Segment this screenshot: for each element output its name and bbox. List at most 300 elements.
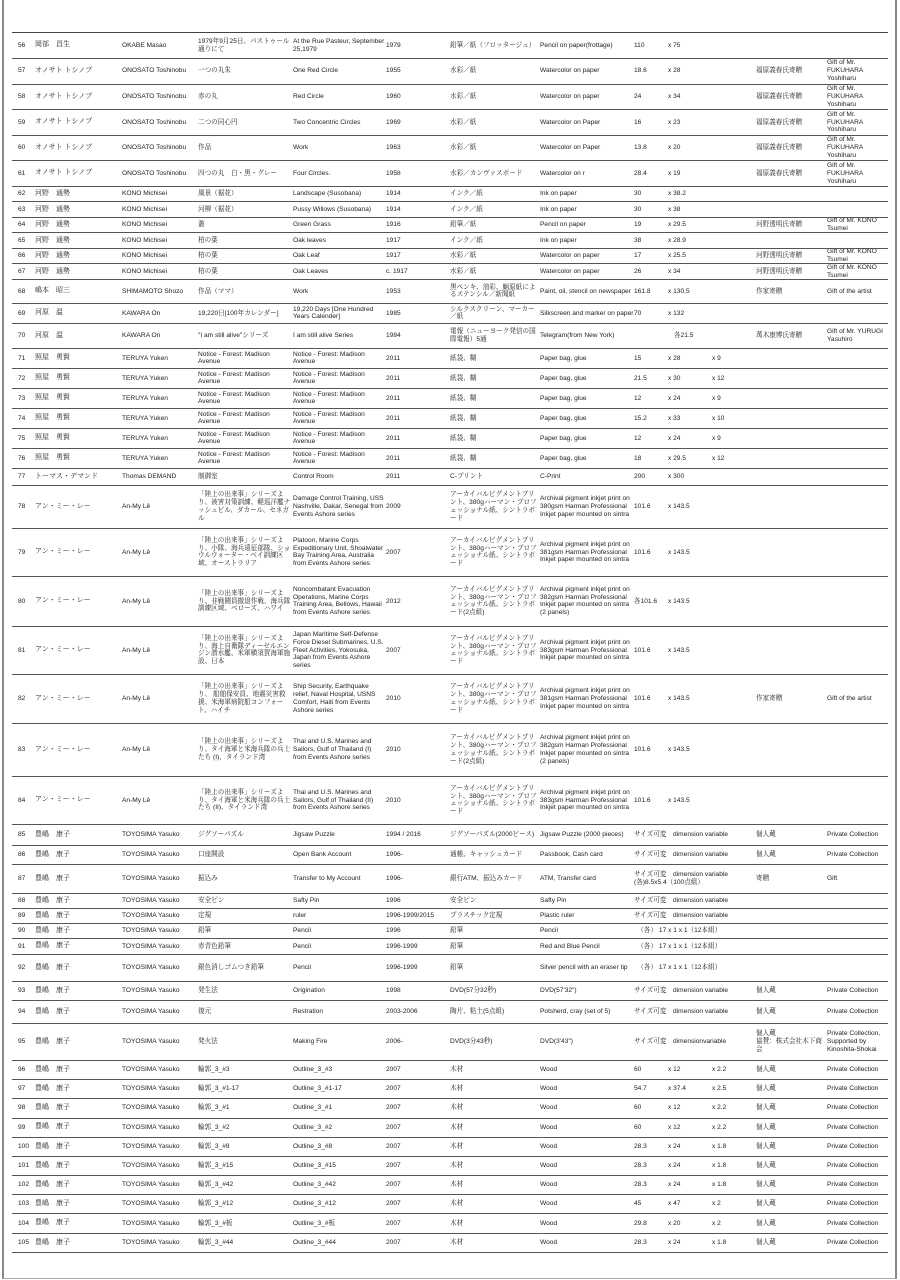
cell-title-ja: 19,220日[100年カレンダー] [198, 309, 279, 317]
cell-year: 2007 [386, 1238, 401, 1246]
cell-title-en: Restration [293, 1008, 324, 1016]
cell-d: x 12 [712, 449, 754, 468]
cell-title-ja: 赤青色鉛筆 [198, 942, 231, 950]
cell-d: x 2 [712, 1195, 754, 1213]
cell-name-ja: オノサト トシノブ [35, 67, 93, 75]
cell-d: x 1.8 [712, 1157, 754, 1175]
cell-credit-en: Private Collection [827, 1181, 879, 1189]
cell-w: x 34 [668, 85, 710, 110]
cell-credit-ja: 個人蔵 [756, 831, 776, 839]
cell-medium-ja: 水彩／紙 [450, 267, 477, 275]
cell-title-en: Notice - Forest: Madison Avenue [293, 390, 365, 406]
cell-h: 12 [634, 434, 642, 442]
cell-name-ja: 照屋 勇賢 [35, 434, 70, 442]
cell-name-en: TOYOSIMA Yasuko [122, 1008, 180, 1016]
table-row [12, 486, 888, 529]
cell-no: 61 [18, 169, 26, 177]
table-row [12, 187, 888, 203]
cell-year: 2011 [386, 434, 401, 442]
cell-title-en: Work [293, 287, 309, 295]
cell-name-en: KONO Michisei [122, 190, 168, 198]
cell-d: x 9 [712, 349, 754, 368]
cell-title-en: Notice - Forest: Madison Avenue [293, 450, 365, 466]
cell-medium-en: Wood [540, 1104, 558, 1112]
cell-dim: サイズ可変 dimension variable [634, 1008, 729, 1016]
cell-title-ja: 輪郭_3_#12 [198, 1200, 234, 1208]
cell-medium-en: Passbook, Cash card [540, 851, 603, 859]
cell-medium-en: Wood [540, 1142, 558, 1150]
cell-name-ja: 豊嶋 康子 [35, 942, 70, 950]
cell-year: 2007 [386, 1104, 401, 1112]
cell-title-ja: 河柳（裾花） [198, 205, 238, 213]
cell-d: x 2.2 [712, 1119, 754, 1137]
cell-no: 65 [18, 236, 26, 244]
cell-title-ja: 「陸上の出来事」シリーズより、被害対策訓練、軽巡洋艦ナッシュビル、ダカール、セネガル [198, 491, 291, 522]
cell-name-en: TOYOSIMA Yasuko [122, 1162, 180, 1170]
cell-title-ja: 「陸上の出来事」シリーズより、タイ海軍と米海兵隊の兵士たち (I)、タイランド湾 [198, 738, 291, 761]
cell-credit-en: Private Collection [827, 831, 879, 839]
cell-year: 1958 [386, 169, 401, 177]
cell-name-ja: 河野 通勢 [35, 236, 70, 244]
cell-title-ja: 「陸上の出来事」シリーズより、小隊、海兵遠征部隊、ショウルウォーター・ベイ訓練区域、オーストラリア [198, 536, 291, 568]
cell-w: x 75 [668, 33, 710, 58]
cell-name-en: An-My Lê [122, 646, 151, 654]
cell-name-en: KAWARA On [122, 309, 161, 317]
cell-no: 56 [18, 41, 26, 49]
cell-medium-en: Ink on paper [540, 236, 577, 244]
cell-credit-ja: 個人蔵 [756, 987, 776, 995]
cell-dim: サイズ可変 dimension variable [634, 897, 729, 905]
cell-no: 83 [18, 746, 26, 754]
table-row [12, 675, 888, 724]
table-row [12, 909, 888, 924]
cell-h: 54.7 [634, 1085, 647, 1093]
table-row [12, 1061, 888, 1080]
cell-d: x 2.2 [712, 1099, 754, 1117]
table-row [12, 955, 888, 982]
cell-dim: サイズ可変 dimensionvariable [634, 1038, 727, 1046]
cell-name-ja: 照屋 勇賢 [35, 454, 70, 462]
cell-title-en: Green Grass [293, 221, 331, 229]
cell-title-en: Noncombatant Evacuation Operations, Marine Corps Training Area, Bellows, Hawaii from Events Ashore series [293, 585, 382, 617]
cell-title-ja: 鉛筆 [198, 927, 212, 935]
cell-medium-ja: 木材 [450, 1104, 464, 1112]
cell-title-ja: 輪郭_3_#1 [198, 1104, 230, 1112]
cell-no: 97 [18, 1085, 26, 1093]
cell-credit-ja: 個人蔵 [756, 1238, 776, 1246]
cell-w: x 38.2 [668, 187, 710, 202]
cell-year: 1955 [386, 67, 401, 75]
cell-title-ja: 銀色消しゴムつき鉛筆 [198, 964, 264, 972]
cell-w: x 24 [668, 429, 710, 448]
cell-name-ja: 豊嶋 康子 [35, 1200, 70, 1208]
cell-medium-ja: 紙袋、糊 [450, 434, 477, 442]
table-row [12, 469, 888, 486]
cell-title-en: One Red Circle [293, 67, 339, 75]
cell-name-en: TOYOSIMA Yasuko [122, 912, 180, 920]
cell-name-en: An-My Lê [122, 548, 151, 556]
cell-no: 99 [18, 1123, 26, 1131]
cell-no: 95 [18, 1038, 26, 1046]
cell-title-ja: 輪郭_3_#8 [198, 1142, 230, 1150]
cell-h: 19 [634, 221, 642, 229]
cell-h: 70 [634, 309, 642, 317]
cell-h: 30 [634, 190, 642, 198]
cell-credit-en: Gift of Mr. FUKUHARA Yoshiharu [827, 161, 863, 185]
cell-h: 28.3 [634, 1238, 647, 1246]
cell-title-ja: 輪郭_3_#板 [198, 1219, 233, 1227]
cell-medium-ja: アーカイバルピグメントプリント、380gハーマン・プロフェッショナル紙、シントラボード [450, 536, 537, 568]
cell-h: 101.6 [634, 646, 651, 654]
cell-d: x 1.8 [712, 1234, 754, 1252]
cell-name-ja: 豊嶋 康子 [35, 1104, 70, 1112]
cell-medium-ja: 鉛筆／紙 [450, 221, 477, 229]
cell-w: x 24 [668, 389, 710, 408]
cell-w: x 143.5 [668, 529, 710, 576]
cell-title-ja: 安全ピン [198, 897, 225, 905]
cell-credit-en: Private Collection [827, 851, 879, 859]
cell-medium-ja: 水彩／カンヴァスボード [450, 169, 523, 177]
cell-medium-ja: インク／紙 [450, 190, 483, 198]
table-row [12, 825, 888, 846]
cell-medium-en: Watercolor on paper [540, 267, 600, 275]
cell-credit-ja: 福原義春氏寄贈 [756, 144, 803, 152]
table-row [12, 218, 888, 234]
cell-credit-ja: 福原義春氏寄贈 [756, 118, 803, 126]
cell-medium-en: Pencil on paper [540, 221, 586, 229]
cell-medium-en: Archival pigment inkjet print on 383gsm Harman Professional Inkjet paper mounted on sintra [540, 788, 630, 812]
cell-year: 1996 [386, 897, 401, 905]
cell-name-en: KONO Michisei [122, 221, 168, 229]
cell-medium-ja: 木材 [450, 1238, 464, 1246]
cell-medium-en: Wood [540, 1181, 558, 1189]
cell-title-en: Thai and U.S. Marines and Sailors, Gulf of Thailand (I) from Events Ashore series [293, 738, 372, 761]
cell-medium-en: Wood [540, 1200, 558, 1208]
table-row [12, 1001, 888, 1024]
cell-medium-ja: ジグソーパズル(2000ピース) [450, 831, 535, 839]
cell-name-en: ONOSATO Toshinobu [122, 169, 187, 177]
cell-no: 63 [18, 205, 26, 213]
cell-title-en: Outline_3_#44 [293, 1238, 336, 1246]
cell-credit-en: Gift of Mr. YURUGI Yasuhiro [827, 328, 883, 343]
cell-d: x 10 [712, 409, 754, 428]
cell-name-ja: 豊嶋 康子 [35, 963, 70, 971]
cell-title-en: Notice - Forest: Madison Avenue [293, 410, 365, 426]
cell-title-ja: 二つの同心円 [198, 118, 238, 126]
table-row [12, 324, 888, 349]
cell-no: 68 [18, 287, 26, 295]
cell-name-ja: 豊嶋 康子 [35, 1037, 70, 1045]
cell-year: 2011 [386, 473, 401, 481]
cell-w: x 28 [668, 59, 710, 84]
cell-name-en: An-My Lê [122, 503, 151, 511]
cell-title-en: Oak leaves [293, 236, 326, 244]
table-row [12, 627, 888, 675]
cell-name-en: TOYOSIMA Yasuko [122, 851, 180, 859]
cell-no: 90 [18, 927, 26, 935]
cell-name-en: TOYOSIMA Yasuko [122, 1219, 180, 1227]
cell-no: 60 [18, 144, 26, 152]
cell-medium-ja: 安全ピン [450, 897, 477, 905]
cell-credit-en: Private Collection [827, 1142, 879, 1150]
cell-title-ja: "I am still alive"シリーズ [198, 332, 269, 340]
cell-d: x 1.8 [712, 1138, 754, 1156]
cell-name-en: ONOSATO Toshinobu [122, 144, 187, 152]
cell-no: 64 [18, 221, 26, 229]
cell-credit-en: Private Collection [827, 987, 879, 995]
cell-year: 1953 [386, 287, 401, 295]
table-row [12, 59, 888, 85]
table-row [12, 894, 888, 909]
cell-w: x 143.5 [668, 724, 710, 776]
cell-title-en: Pencil [293, 927, 311, 935]
cell-name-en: TOYOSIMA Yasuko [122, 1200, 180, 1208]
cell-h: 21.5 [634, 374, 647, 382]
table-row [12, 264, 888, 280]
cell-year: 2011 [386, 454, 401, 462]
cell-medium-ja: アーカイバルピグメントプリント、380gハーマン・プロフェッショナル紙、シントラボード [450, 634, 537, 666]
cell-no: 87 [18, 875, 26, 883]
cell-credit-en: Gift [827, 875, 838, 883]
table-row [12, 449, 888, 469]
cell-credit-en: Private Collection [827, 1123, 879, 1131]
cell-d: x 9 [712, 389, 754, 408]
cell-name-ja: 豊嶋 康子 [35, 874, 70, 882]
cell-name-en: KONO Michisei [122, 252, 168, 260]
cell-credit-en: Private Collection [827, 1162, 879, 1170]
cell-name-ja: 豊嶋 康子 [35, 1085, 70, 1093]
cell-medium-en: Safty Pin [540, 897, 567, 905]
cell-h: 18 [634, 454, 642, 462]
cell-medium-ja: シルクスクリーン、マーカー／紙 [450, 305, 535, 321]
cell-title-ja: 「陸上の出来事」シリーズより、海上自衛隊ディーゼルエンジン潜水艦、米軍横須賀海軍施設、日本 [198, 634, 291, 666]
cell-year: 1996- [386, 875, 403, 883]
cell-dim: サイズ可変 dimension variable (各)8.5x5.4（100点組） [634, 871, 729, 886]
cell-w: x 34 [668, 264, 710, 279]
cell-year: 2007 [386, 1162, 401, 1170]
cell-title-ja: 輪郭_3_#42 [198, 1181, 234, 1189]
cell-title-en: Pencil [293, 964, 311, 972]
cell-title-ja: 復元 [198, 1008, 212, 1016]
cell-name-ja: アン・ミー・レー [35, 694, 91, 702]
cell-name-en: ONOSATO Toshinobu [122, 92, 187, 100]
cell-title-en: Origination [293, 987, 325, 995]
cell-medium-ja: アーカイバルピグメントプリント、380gハーマン・プロフェッショナル紙、シントラボード(2点組) [450, 585, 537, 617]
cell-medium-ja: アーカイバルピグメントプリント、380gハーマン・プロフェッショナル紙、シントラボード [450, 491, 537, 522]
cell-name-en: An-My Lê [122, 746, 151, 754]
cell-name-en: TERUYA Yuken [122, 414, 168, 422]
cell-medium-ja: 陶片、粘土(5点組) [450, 1008, 505, 1016]
cell-year: 2007 [386, 1123, 401, 1131]
cell-h: 26 [634, 267, 642, 275]
table-row [12, 577, 888, 627]
cell-no: 58 [18, 92, 26, 100]
cell-medium-en: Ink on paper [540, 205, 577, 213]
cell-h: 30 [634, 205, 642, 213]
cell-w: x 30 [668, 369, 710, 388]
cell-name-en: An-My Lê [122, 695, 151, 703]
cell-medium-en: Watercolor on paper [540, 252, 600, 260]
cell-year: 1996-1999 [386, 942, 418, 950]
cell-h: 15 [634, 354, 642, 362]
cell-name-ja: アン・ミー・レー [35, 502, 91, 510]
cell-no: 84 [18, 796, 26, 804]
cell-name-ja: アン・ミー・レー [35, 597, 91, 605]
cell-year: 2006- [386, 1038, 403, 1046]
cell-h: 60 [634, 1123, 642, 1131]
cell-year: 2003-2006 [386, 1008, 418, 1016]
cell-title-en: Transfer to My Account [293, 875, 361, 883]
cell-h: 24 [634, 92, 642, 100]
cell-medium-ja: 電報（ニューヨーク発信の国際電報）5通 [450, 328, 536, 343]
cell-medium-ja: 黒ペンキ、油彩、蝋原紙によるステンシル／新聞紙 [450, 283, 536, 299]
cell-w: x 24 [668, 1138, 710, 1156]
cell-no: 94 [18, 1008, 26, 1016]
cell-h: 各101.6 [634, 597, 658, 605]
cell-credit-ja: 個人蔵 [756, 1219, 776, 1227]
cell-medium-en: Paint, oil, stencil on newspaper [540, 287, 631, 295]
cell-credit-ja: 個人蔵 [756, 1066, 776, 1074]
cell-title-en: Oak Leaf [293, 252, 320, 260]
cell-name-ja: 照屋 勇賢 [35, 354, 70, 362]
cell-medium-ja: DVD(57分32秒) [450, 987, 497, 995]
cell-credit-ja: 作家寄贈 [756, 287, 783, 295]
cell-h: 28.3 [634, 1181, 647, 1189]
cell-title-en: Notice - Forest: Madison Avenue [293, 430, 365, 446]
cell-medium-ja: 水彩／紙 [450, 252, 477, 260]
cell-medium-en: Archival pigment inkjet print on 383gsm Harman Professional Inkjet paper mounted on sintra [540, 638, 630, 662]
cell-name-en: TOYOSIMA Yasuko [122, 1123, 180, 1131]
cell-name-ja: 岡部 昌生 [35, 41, 70, 49]
cell-credit-en: Private Collection [827, 1008, 879, 1016]
cell-name-en: KONO Michisei [122, 205, 168, 213]
cell-year: 1917 [386, 236, 401, 244]
cell-no: 67 [18, 267, 26, 275]
cell-h: 12 [634, 394, 642, 402]
cell-name-ja: 河野 通勢 [35, 205, 70, 213]
cell-title-ja: Notice - Forest: Madison Avenue [198, 370, 270, 386]
cell-name-en: TOYOSIMA Yasuko [122, 1066, 180, 1074]
cell-credit-ja: 作家寄贈 [756, 695, 783, 703]
cell-w: x 23 [668, 110, 710, 135]
cell-year: 2011 [386, 414, 401, 422]
cell-medium-en: Wood [540, 1123, 558, 1131]
cell-name-en: TOYOSIMA Yasuko [122, 1238, 180, 1246]
cell-name-ja: 豊嶋 康子 [35, 1007, 70, 1015]
cell-year: 2011 [386, 374, 401, 382]
cell-medium-ja: C-プリント [450, 473, 484, 481]
cell-no: 93 [18, 987, 26, 995]
table-row [12, 389, 888, 409]
cell-medium-en: Pencil on paper(frottage) [540, 41, 613, 49]
cell-medium-en: Watercolor on Paper [540, 144, 601, 152]
cell-medium-ja: 通帳、キャッシュカード [450, 851, 523, 859]
cell-title-en: Damage Control Training, USS Nashville, Dakar, Senegal from Events Ashore series [293, 495, 384, 518]
cell-no: 78 [18, 503, 26, 511]
cell-title-en: Four Circles. [293, 169, 331, 177]
cell-title-en: Two Concentric Circles [293, 118, 361, 126]
cell-w: x 20 [668, 1214, 710, 1232]
cell-name-ja: 河原 温 [35, 309, 63, 317]
cell-h: 18.6 [634, 67, 647, 75]
cell-w: x 143.5 [668, 577, 710, 626]
cell-w: x 132 [668, 304, 710, 323]
cell-h: 28.4 [634, 169, 647, 177]
cell-title-ja: 柏の葉 [198, 267, 218, 275]
cell-title-ja: 輪郭_3_#1-17 [198, 1085, 240, 1093]
cell-title-en: Outline_3_#板 [293, 1219, 336, 1227]
cell-title-ja: Notice - Forest: Madison Avenue [198, 450, 270, 466]
cell-name-ja: 豊嶋 康子 [35, 850, 70, 858]
cell-year: 1916 [386, 221, 401, 229]
cell-name-ja: 照屋 勇賢 [35, 414, 70, 422]
cell-medium-ja: 鉛筆／紙（フロッタージュ） [450, 41, 536, 49]
cell-medium-en: DVD(57'32") [540, 987, 577, 995]
cell-name-en: Thomas DEMAND [122, 473, 177, 481]
cell-title-en: Thai and U.S. Marines and Sailors, Gulf of Thailand (II) from Events Ashore series [293, 788, 374, 812]
cell-medium-en: Watercolor on paper [540, 92, 600, 100]
cell-name-en: TOYOSIMA Yasuko [122, 927, 180, 935]
cell-year: 1996-1999/2015 [386, 912, 435, 920]
cell-medium-ja: 水彩／紙 [450, 118, 477, 126]
cell-w: x 12 [668, 1119, 710, 1137]
cell-h: 28.3 [634, 1142, 647, 1150]
cell-year: 2007 [386, 1219, 401, 1227]
table-row [12, 33, 888, 59]
cell-title-en: Notice - Forest: Madison Avenue [293, 350, 365, 366]
cell-year: 2011 [386, 394, 401, 402]
cell-medium-en: Red and Blue Pencil [540, 942, 600, 950]
cell-w: x 12 [668, 1099, 710, 1117]
cell-credit-en: Private Collection, Supported by Kinoshita-Shokai [827, 1030, 881, 1053]
cell-title-ja: 作品 [198, 144, 212, 152]
cell-h: 101.6 [634, 548, 651, 556]
table-row [12, 1176, 888, 1195]
cell-title-en: Safty Pin [293, 897, 320, 905]
cell-name-ja: 豊嶋 康子 [35, 896, 70, 904]
cell-name-en: OKABE Masao [122, 41, 167, 49]
cell-title-en: Outline_3_#12 [293, 1200, 336, 1208]
cell-name-en: ONOSATO Toshinobu [122, 67, 187, 75]
cell-medium-en: Paper bag, glue [540, 374, 587, 382]
cell-medium-ja: 紙袋、糊 [450, 414, 477, 422]
cell-year: 2007 [386, 1181, 401, 1189]
cell-name-ja: 河野 通勢 [35, 221, 70, 229]
cell-name-en: TOYOSIMA Yasuko [122, 1142, 180, 1150]
cell-no: 82 [18, 695, 26, 703]
cell-name-en: TOYOSIMA Yasuko [122, 1038, 180, 1046]
cell-credit-en: Private Collection [827, 1200, 879, 1208]
cell-w: x 143.5 [668, 675, 710, 723]
table-row [12, 110, 888, 136]
cell-title-en: Open Bank Account [293, 851, 352, 859]
cell-no: 103 [18, 1200, 30, 1208]
cell-name-en: ONOSATO Toshinobu [122, 118, 187, 126]
cell-credit-ja: 河野透明氏寄贈 [756, 252, 803, 260]
cell-credit-en: Private Collection [827, 1085, 879, 1093]
cell-dim: サイズ可変 dimension variable [634, 831, 729, 839]
cell-w: x 143.5 [668, 777, 710, 824]
cell-credit-ja: 個人蔵 協賛：株式会社木下商会 [756, 1030, 822, 1053]
cell-medium-ja: 紙袋、糊 [450, 374, 477, 382]
cell-no: 62 [18, 190, 26, 198]
cell-medium-ja: 銀行ATM、振込みカード [450, 875, 523, 883]
table-row [12, 1080, 888, 1099]
cell-year: 1996-1999 [386, 964, 418, 972]
cell-title-ja: 輪郭_3_#15 [198, 1162, 234, 1170]
cell-title-en: Outline_3_#15 [293, 1162, 336, 1170]
cell-no: 71 [18, 354, 26, 362]
